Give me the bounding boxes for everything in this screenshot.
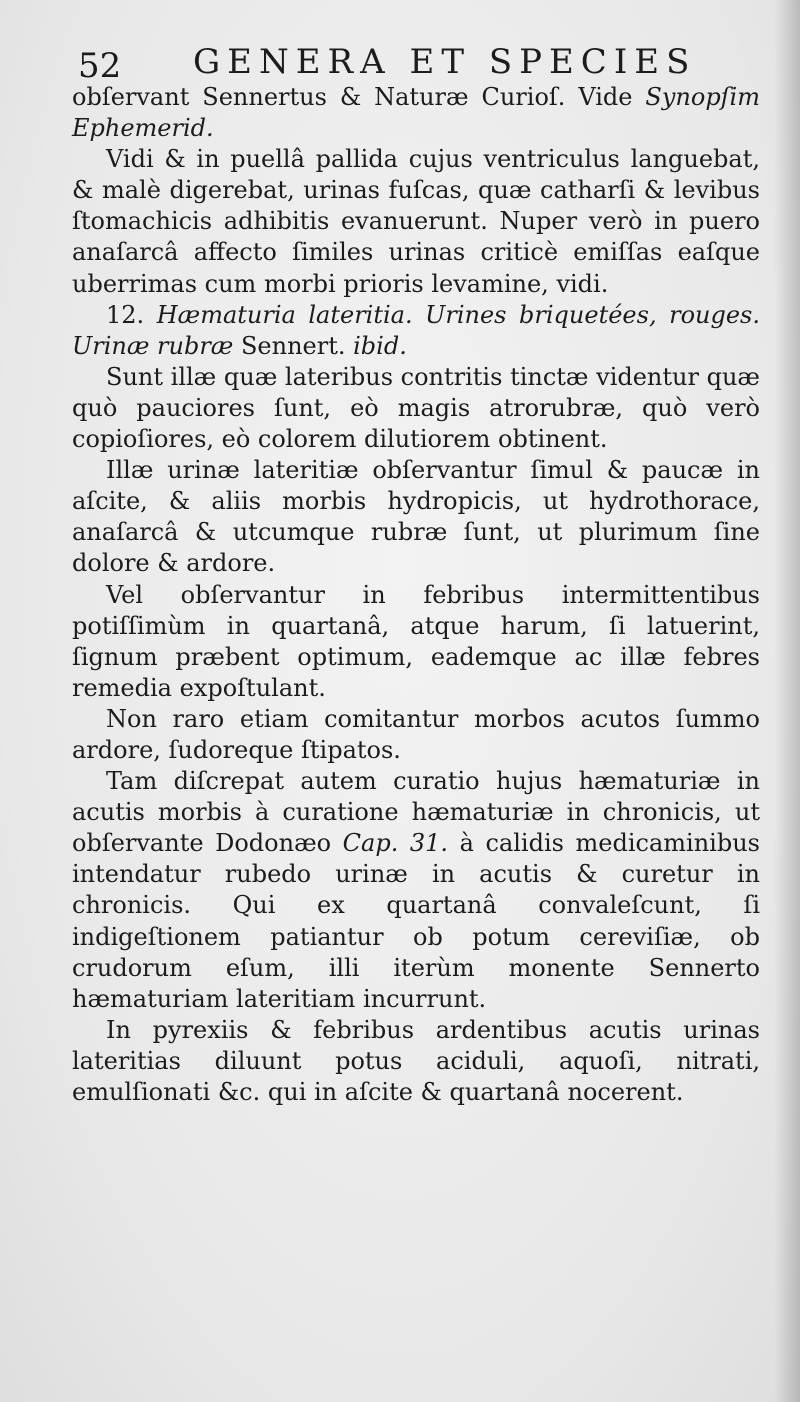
paragraph bbox=[72, 455, 760, 579]
paragraph-text: Illæ urinæ lateritiæ obſervantur ſimul & paucæ in aſcite, & aliis morbis hydropicis, ut hydrothorace, anaſarcâ & utcumque rubræ ſunt, ut plurimum ſine dolore & ardore. bbox=[72, 456, 760, 578]
section-title: Hæmaturia lateritia. Urines briquetées, rouges. Urinæ rubræ bbox=[72, 300, 760, 360]
paragraph bbox=[72, 1015, 760, 1108]
paragraph-heading bbox=[72, 300, 760, 362]
paragraph-text: Non raro etiam comitantur morbos acutos ſummo ardore, ſudoreque ſtipatos. bbox=[72, 704, 760, 764]
page-number: 52 bbox=[78, 46, 122, 86]
paragraph bbox=[72, 82, 760, 144]
section-citation-italic: ibid. bbox=[353, 331, 407, 360]
paragraph-text: Sunt illæ quæ lateribus contritis tinctæ videntur quæ quò pauciores ſunt, eò magis atrorubræ, quò verò copioſiores, eò colorem dilutiorem obtinent. bbox=[72, 362, 760, 454]
paragraph-text: In pyrexiis & febribus ardentibus acutis urinas lateritias diluunt potus aciduli, aquoſi, nitrati, emulſionati &c. qui in aſcite & quartanâ nocerent. bbox=[72, 1015, 760, 1106]
paragraph bbox=[72, 580, 760, 704]
section-citation: Sennert. bbox=[233, 331, 354, 360]
paragraph bbox=[72, 704, 760, 766]
paragraph-text: obſervant Sennertus & Naturæ Curioſ. Vide bbox=[72, 83, 646, 111]
paragraph bbox=[72, 362, 760, 455]
paragraph-text: Tam diſcrepat autem curatio hujus hæmaturiæ in acutis morbis à curatione hæmaturiæ in chronicis, ut obſervante Dodonæo bbox=[72, 767, 760, 858]
paragraph-text: Vel obſervantur in febribus intermittentibus potiſſimùm in quartanâ, atque harum, ſi latuerint, ſignum præbent optimum, eademque ac illæ febres remedia expoſtulant. bbox=[72, 580, 760, 702]
paragraph-italic: Cap. 31. bbox=[342, 829, 449, 858]
paragraph bbox=[72, 144, 760, 299]
body-text bbox=[72, 82, 760, 1108]
running-title: GENERA ET SPECIES bbox=[193, 42, 697, 82]
paragraph-text: Vidi & in puellâ pallida cujus ventriculus languebat, & malè digerebat, urinas fuſcas, quæ catharſi & levibus ſtomachicis adhibitis evanuerunt. Nuper verò in puero anaſarcâ affecto ſimiles urinas criticè emiſſas eaſque uberrimas cum morbi prioris levamine, vidi. bbox=[72, 145, 760, 298]
paragraph bbox=[72, 766, 760, 1015]
paragraph-text: à calidis medicaminibus intendatur rubedo urinæ in acutis & curetur in chronicis. Qui ex quartanâ convaleſcunt, ſi indigeſtionem patiantur ob potum cereviſiæ, ob crudorum eſum, illi iterùm monente Sennerto hæmaturiam lateritiam incurrunt. bbox=[72, 829, 760, 1013]
page-gutter-shadow bbox=[774, 0, 800, 1402]
section-number: 12. bbox=[106, 300, 145, 329]
paragraph-italic: Synopſim Ephemerid. bbox=[72, 83, 760, 143]
